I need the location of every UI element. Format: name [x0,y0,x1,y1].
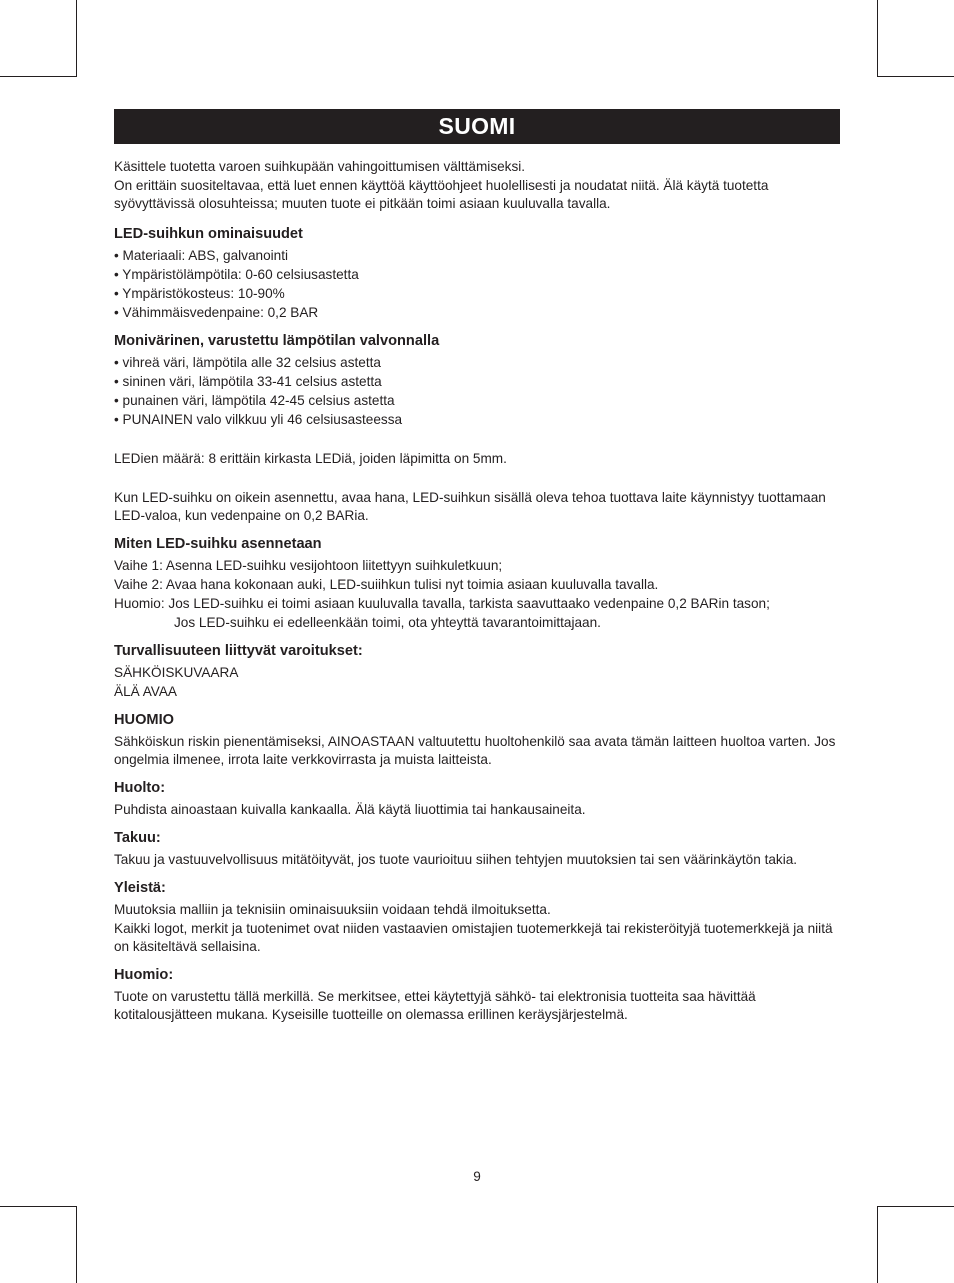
warranty-heading: Takuu: [114,830,161,846]
colors-item: • sininen väri, lämpötila 33-41 celsius astetta [114,374,382,389]
safety-heading: Turvallisuuteen liittyvät varoitukset: [114,643,363,659]
safety-line-1: SÄHKÖISKUVAARA [114,665,239,680]
crop-mark-bottom-left-h [0,1206,77,1207]
crop-mark-bottom-left-v [76,1206,77,1283]
manual-content [114,158,844,1034]
install-heading: Miten LED-suihku asennetaan [114,536,322,552]
page-number: 9 [473,1169,481,1184]
operation-text: Kun LED-suihku on oikein asennettu, avaa hana, LED-suihkun sisällä oleva tehoa tuottava laite käynnistyy tuottamaan LED-valoa, kun vedenpaine on 0,2 BARia. [114,490,826,523]
features-item: • Ympäristölämpötila: 0-60 celsiusastetta [114,267,359,282]
crop-mark-top-left-h [0,76,77,77]
general-line-2: Kaikki logot, merkit ja tuotenimet ovat niiden vastaavien omistajien tuotemerkkejä tai rekisteröityjä tuotemerkkejä ja niitä on käsiteltävä sellaisina. [114,921,833,954]
features-item: • Ympäristökosteus: 10-90% [114,286,285,301]
install-step-1: Vaihe 1: Asenna LED-suihku vesijohtoon liitettyyn suihkuletkuun; [114,558,503,573]
crop-mark-bottom-right-v [877,1206,878,1283]
colors-item: • PUNAINEN valo vilkkuu yli 46 celsiusasteessa [114,412,403,427]
warranty-text: Takuu ja vastuuvelvollisuus mitätöityvät, jos tuote vaurioituu siihen tehtyjen muutoksien tai sen väärinkäytön takia. [114,852,798,867]
colors-item: • punainen väri, lämpötila 42-45 celsius astetta [114,393,395,408]
intro-section [114,158,844,213]
notice-section [114,966,844,1024]
intro-line-2: On erittäin suositeltavaa, että luet ennen käyttöä käyttöohjeet huolellisesti ja noudatat niitä. Älä käytä tuotetta syövyttävissä olosuhteissa; muuten tuote ei pitkään toimi asiaan kuuluvalla tavalla. [114,178,769,211]
colors-section [114,332,844,525]
features-heading: LED-suihkun ominaisuudet [114,226,303,242]
caution-text: Sähköiskun riskin pienentämiseksi, AINOASTAAN valtuutettu huoltohenkilö saa avata tämän laitteen huoltoa varten. Jos ongelmia ilmenee, irrota laite verkkovirrasta ja muista laitteista. [114,734,836,767]
notice-text: Tuote on varustettu tällä merkillä. Se merkitsee, ettei käytettyjä sähkö- tai elektronisia tuotteita saa hävittää kotitalousjätteen mukana. Kyseisille tuotteille on olemassa erillinen keräysjärjestelmä. [114,989,756,1022]
warranty-section [114,829,844,869]
install-section [114,535,844,632]
intro-line-1: Käsittele tuotetta varoen suihkupään vahingoittumisen välttämiseksi. [114,159,526,174]
caution-section [114,711,844,769]
crop-mark-top-right-h [877,76,954,77]
safety-line-2: ÄLÄ AVAA [114,684,177,699]
led-count-text: LEDien määrä: 8 erittäin kirkasta LEDiä, joiden läpimitta on 5mm. [114,451,507,466]
maintenance-text: Puhdista ainoastaan kuivalla kankaalla. Älä käytä liuottimia tai hankausaineita. [114,802,586,817]
crop-mark-bottom-right-h [877,1206,954,1207]
features-section [114,225,844,322]
colors-item: • vihreä väri, lämpötila alle 32 celsius astetta [114,355,381,370]
crop-mark-top-right-v [877,0,878,76]
general-heading: Yleistä: [114,880,166,896]
features-item: • Materiaali: ABS, galvanointi [114,248,289,263]
colors-heading: Monivärinen, varustettu lämpötilan valvonnalla [114,333,440,349]
general-section [114,879,844,956]
features-item: • Vähimmäisvedenpaine: 0,2 BAR [114,305,319,320]
install-step-2: Vaihe 2: Avaa hana kokonaan auki, LED-suiihkun tulisi nyt toimia asiaan kuuluvalla tavalla. [114,577,659,592]
general-line-1: Muutoksia malliin ja teknisiin ominaisuuksiin voidaan tehdä ilmoituksetta. [114,902,551,917]
crop-mark-top-left-v [76,0,77,76]
caution-heading: HUOMIO [114,712,174,728]
notice-heading: Huomio: [114,967,174,983]
safety-section [114,642,844,701]
install-note-2: Jos LED-suihku ei edelleenkään toimi, ota yhteyttä tavarantoimittajaan. [174,615,601,630]
maintenance-heading: Huolto: [114,780,166,796]
language-banner: SUOMI [114,109,840,144]
maintenance-section [114,779,844,819]
install-note-1: Huomio: Jos LED-suihku ei toimi asiaan kuuluvalla tavalla, tarkista saavuttaako vedenpaine 0,2 BARin tason; [114,596,770,611]
